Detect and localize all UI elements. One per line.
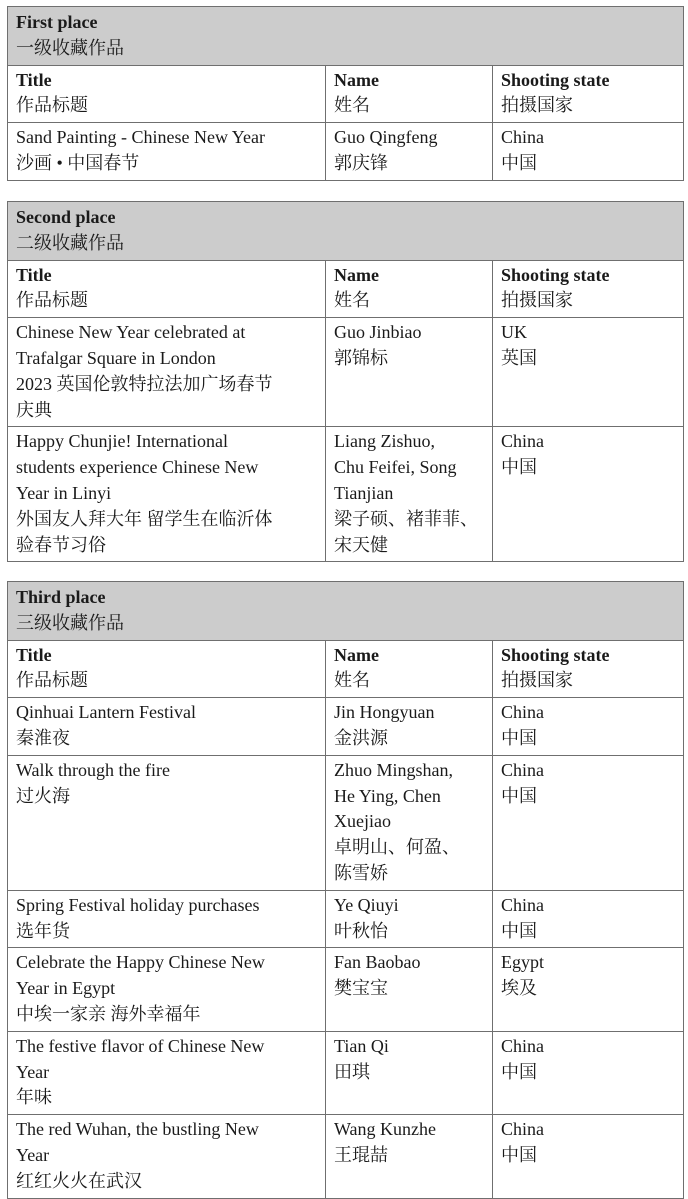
cell-title [8, 948, 326, 1031]
cell-name [326, 698, 493, 756]
cell-line: 中埃一家亲 海外幸福年 [16, 1003, 201, 1024]
header-name: Name 姓名 [326, 65, 493, 123]
header-title: Title 作品标题 [8, 260, 326, 318]
header-row [8, 65, 684, 123]
cell-line: 红红火火在武汉 [16, 1170, 142, 1191]
awards-table [7, 581, 684, 1199]
cell-line: Year [16, 1144, 50, 1165]
cell-name [326, 755, 493, 890]
cell-line: 庆典 [16, 399, 52, 420]
table-row [8, 948, 684, 1031]
cell-line: 卓明山、何盈、 [334, 837, 460, 858]
cell-line: Fan Baobao [334, 952, 421, 973]
header-name: Name 姓名 [326, 260, 493, 318]
section-caption-row [8, 7, 684, 66]
cell-line: Egypt [501, 952, 544, 973]
cell-line: 中国 [501, 727, 537, 748]
cell-line: 中国 [501, 1061, 537, 1082]
cell-line: China [501, 759, 544, 780]
cell-state [493, 1031, 684, 1114]
cell-line: China [501, 1119, 544, 1140]
cell-line: 郭庆锋 [334, 152, 388, 173]
caption-zh: 一级收藏作品 [16, 37, 124, 58]
cell-line: 年味 [16, 1087, 52, 1108]
cell-line: 过火海 [16, 785, 70, 806]
cell-state [493, 890, 684, 948]
cell-line: 外国友人拜大年 留学生在临沂体 [16, 508, 273, 529]
cell-name [326, 890, 493, 948]
cell-line: 中国 [501, 785, 537, 806]
cell-line: China [501, 1035, 544, 1056]
cell-line: China [501, 431, 544, 452]
table-row [8, 123, 684, 181]
cell-line: 2023 英国伦敦特拉法加广场春节 [16, 373, 273, 394]
cell-line: Year in Egypt [16, 978, 116, 999]
cell-line: Qinhuai Lantern Festival [16, 702, 196, 723]
cell-line: China [501, 127, 544, 148]
cell-state [493, 755, 684, 890]
caption-en: Second place [16, 207, 116, 227]
cell-line: Spring Festival holiday purchases [16, 894, 260, 915]
cell-line: 郭锦标 [334, 347, 388, 368]
caption-zh: 三级收藏作品 [16, 612, 124, 633]
cell-line: Chinese New Year celebrated at [16, 322, 246, 343]
header-row [8, 260, 684, 318]
header-title: Title 作品标题 [8, 65, 326, 123]
cell-name [326, 427, 493, 562]
section-first-place [7, 6, 683, 181]
cell-line: Xuejiao [334, 811, 391, 832]
cell-line: 中国 [501, 152, 537, 173]
cell-line: 埃及 [501, 978, 537, 999]
cell-line: Wang Kunzhe [334, 1119, 437, 1140]
section-caption [8, 202, 684, 261]
cell-name [326, 318, 493, 427]
cell-line: UK [501, 322, 527, 343]
cell-line: 英国 [501, 347, 537, 368]
cell-line: Tianjian [334, 482, 394, 503]
cell-line: 叶秋怡 [334, 920, 388, 941]
cell-line: Guo Jinbiao [334, 322, 422, 343]
cell-title [8, 755, 326, 890]
table-row [8, 890, 684, 948]
cell-line: China [501, 702, 544, 723]
cell-line: Celebrate the Happy Chinese New [16, 952, 265, 973]
cell-line: 验春节习俗 [16, 534, 106, 555]
cell-line: Year in Linyi [16, 482, 112, 503]
cell-state [493, 123, 684, 181]
cell-line: Happy Chunjie! International [16, 431, 228, 452]
cell-state [493, 948, 684, 1031]
cell-line: 田琪 [334, 1061, 370, 1082]
cell-line: 王琨喆 [334, 1144, 388, 1165]
cell-line: Tian Qi [334, 1035, 389, 1056]
cell-line: Chu Feifei, Song [334, 457, 457, 478]
cell-title [8, 427, 326, 562]
section-second-place [7, 201, 683, 562]
cell-name [326, 948, 493, 1031]
cell-line: 沙画 • 中国春节 [16, 152, 140, 173]
awards-table [7, 201, 684, 562]
table-row [8, 427, 684, 562]
table-row [8, 755, 684, 890]
cell-line: The red Wuhan, the bustling New [16, 1119, 259, 1140]
caption-zh: 二级收藏作品 [16, 232, 124, 253]
cell-line: Walk through the fire [16, 759, 171, 780]
cell-name [326, 123, 493, 181]
cell-line: 中国 [501, 457, 537, 478]
cell-line: Zhuo Mingshan, [334, 759, 453, 780]
cell-title [8, 123, 326, 181]
cell-line: Ye Qiuyi [334, 894, 399, 915]
cell-title [8, 890, 326, 948]
cell-line: The festive flavor of Chinese New [16, 1035, 265, 1056]
header-state: Shooting state 拍摄国家 [493, 65, 684, 123]
section-caption [8, 582, 684, 641]
section-caption-row [8, 582, 684, 641]
cell-line: 中国 [501, 1144, 537, 1165]
header-state: Shooting state 拍摄国家 [493, 640, 684, 698]
cell-line: 樊宝宝 [334, 978, 388, 999]
cell-line: students experience Chinese New [16, 457, 259, 478]
cell-line: Liang Zishuo, [334, 431, 435, 452]
header-name: Name 姓名 [326, 640, 493, 698]
cell-name [326, 1031, 493, 1114]
cell-line: 秦淮夜 [16, 727, 70, 748]
cell-state [493, 698, 684, 756]
cell-line: 陈雪娇 [334, 862, 388, 883]
header-state: Shooting state 拍摄国家 [493, 260, 684, 318]
cell-state [493, 427, 684, 562]
header-row [8, 640, 684, 698]
cell-line: Year [16, 1061, 50, 1082]
cell-line: 中国 [501, 920, 537, 941]
cell-title [8, 698, 326, 756]
table-row [8, 698, 684, 756]
cell-line: Jin Hongyuan [334, 702, 435, 723]
cell-line: Sand Painting - Chinese New Year [16, 127, 265, 148]
cell-line: Trafalgar Square in London [16, 347, 216, 368]
header-title: Title 作品标题 [8, 640, 326, 698]
table-row [8, 1031, 684, 1114]
caption-en: Third place [16, 587, 106, 607]
cell-title [8, 1031, 326, 1114]
section-third-place [7, 581, 683, 1199]
cell-state [493, 318, 684, 427]
cell-line: 选年货 [16, 920, 70, 941]
cell-line: 宋天健 [334, 534, 388, 555]
cell-line: He Ying, Chen [334, 785, 441, 806]
table-row [8, 318, 684, 427]
cell-line: China [501, 894, 544, 915]
cell-title [8, 318, 326, 427]
cell-line: 梁子硕、褚菲菲、 [334, 508, 478, 529]
caption-en: First place [16, 12, 98, 32]
cell-line: Guo Qingfeng [334, 127, 438, 148]
cell-line: 金洪源 [334, 727, 388, 748]
section-caption [8, 7, 684, 66]
awards-table [7, 6, 684, 181]
section-caption-row [8, 202, 684, 261]
